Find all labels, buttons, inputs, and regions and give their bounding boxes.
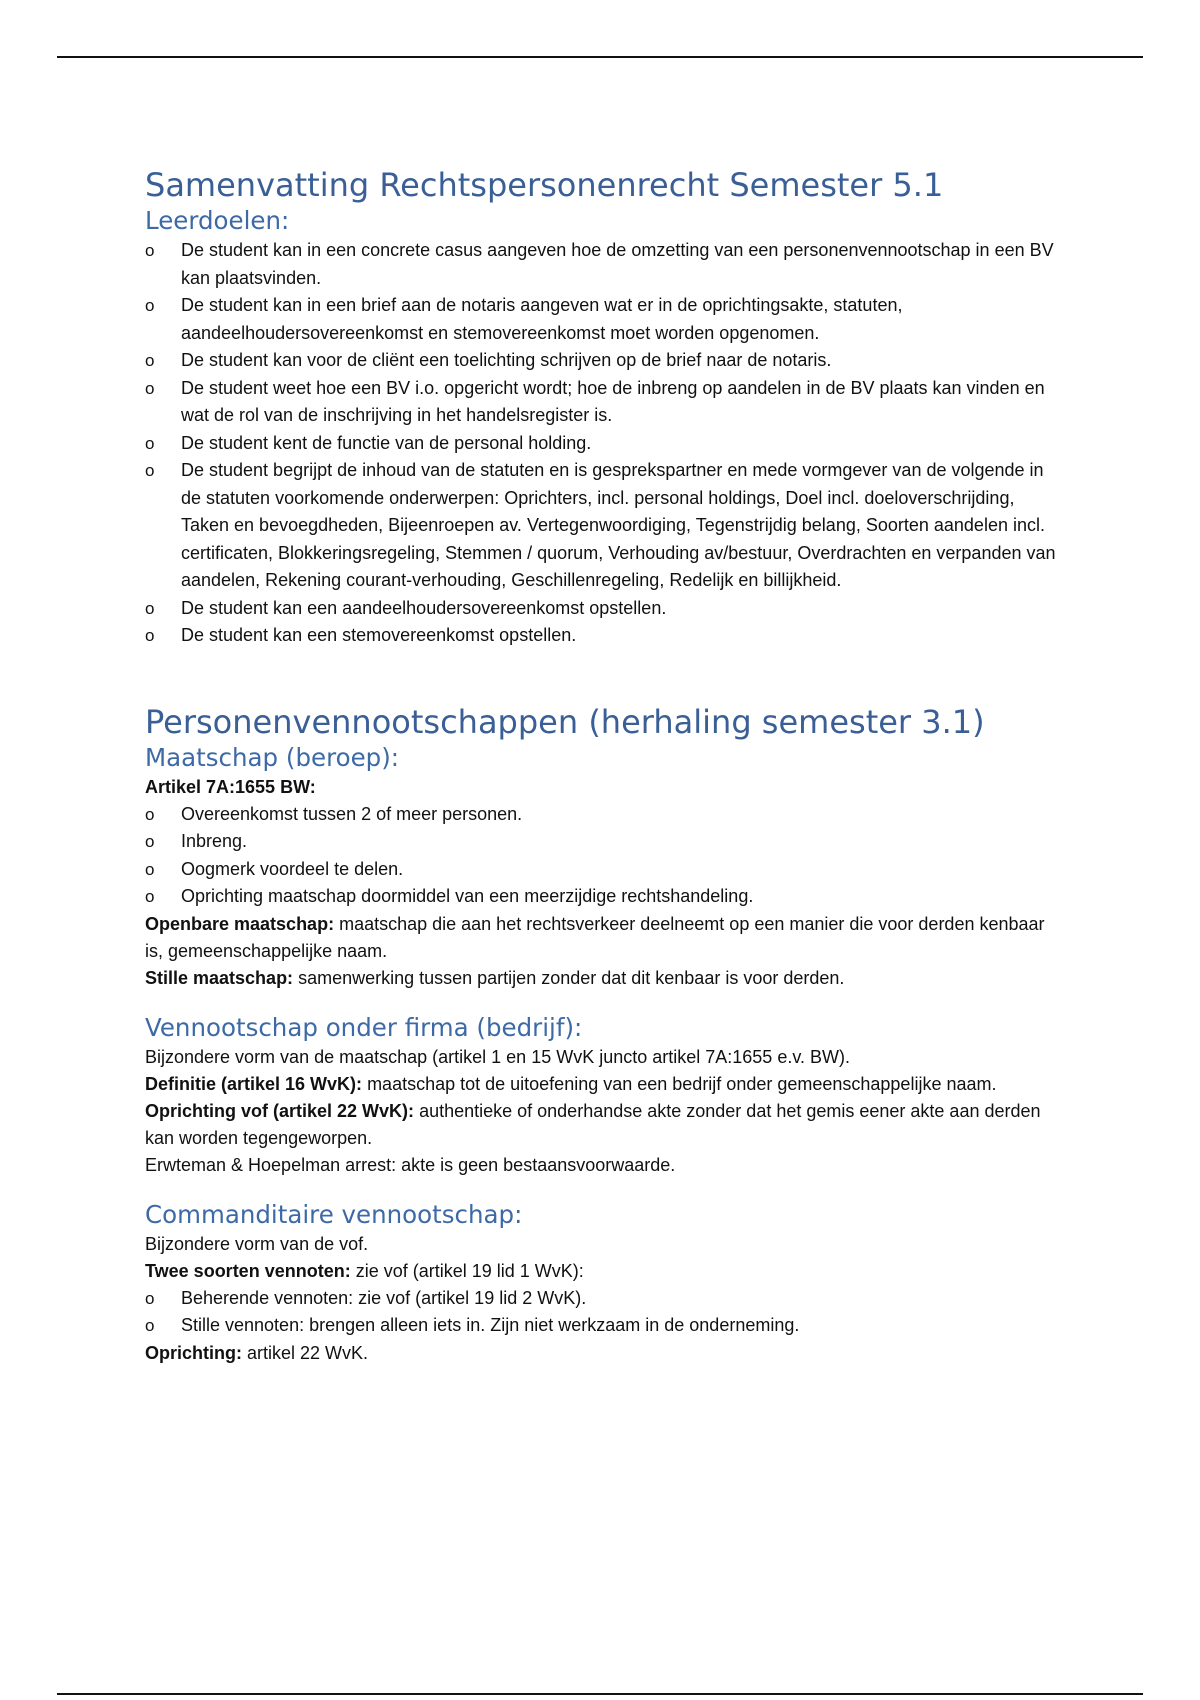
document-body [145,165,1060,1367]
leerdoelen-heading: Leerdoelen: [145,206,290,235]
vof-definitie-paragraph: Definitie (artikel 16 WvK): maatschap tot de uitoefening van een bedrijf onder gemeenschappelijke naam. [145,1073,997,1094]
list-item: o De student kent de functie van de personal holding. [145,430,1060,458]
list-item: o Beherende vennoten: zie vof (artikel 19 lid 2 WvK). [145,1285,1060,1313]
list-item: o De student kan een stemovereenkomst opstellen. [145,622,1060,650]
bullet-icon: o [145,351,155,370]
list-item: o De student weet hoe een BV i.o. opgericht wordt; hoe de inbreng op aandelen in de BV plaats kan vinden en wat de rol van de inschrijving in het handelsregister is. [145,375,1060,430]
list-item: o Overeenkomst tussen 2 of meer personen. [145,801,1060,829]
list-item: o De student kan in een concrete casus aangeven hoe de omzetting van een personenvennootschap in een BV kan plaatsvinden. [145,237,1060,292]
bullet-icon: o [145,832,155,851]
section-title-personenvennootschappen: Personenvennootschappen (herhaling semester 3.1) [145,702,985,741]
bullet-icon: o [145,1316,155,1335]
vof-oprichting-paragraph: Oprichting vof (artikel 22 WvK): authentieke of onderhandse akte zonder dat het gemis eener akte aan derden kan worden tegengeworpen. [145,1100,1041,1148]
maatschap-list [145,801,1060,911]
bullet-icon: o [145,598,155,618]
page-top-rule [57,56,1143,58]
cv-heading: Commanditaire vennootschap: [145,1199,523,1229]
openbare-maatschap-paragraph: Openbare maatschap: maatschap die aan het rechtsverkeer deelneemt op een manier die voor derden kenbaar is, gemeenschappelijke naam. [145,913,1045,961]
list-item: o De student begrijpt de inhoud van de statuten en is gesprekspartner en mede vormgever van de volgende in de statuten voorkomende onderwerpen: Oprichters, incl. personal holdings, Doel incl. doeloverschrijding, Taken en bevoegdheden, Bijeenroepen av. Vertegenwoordiging, Tegenstrijdig belang, Soorten aandelen incl. certificaten, Blokkeringsregeling, Stemmen / quorum, Verhouding av/bestuur, Overdrachten en verpanden van aandelen, Rekening courant-verhouding, Geschillenregeling, Redelijk en billijkheid. [145,457,1060,595]
bullet-icon: o [145,626,155,645]
bullet-icon: o [145,804,155,824]
maatschap-artikel: Artikel 7A:1655 BW: [145,776,316,797]
vof-arrest-paragraph: Erwteman & Hoepelman arrest: akte is geen bestaansvoorwaarde. [145,1154,676,1175]
cv-intro: Bijzondere vorm van de vof. [145,1233,369,1254]
vof-heading: Vennootschap onder firma (bedrijf): [145,1012,583,1042]
page-title: Samenvatting Rechtspersonenrecht Semester 5.1 [145,166,944,204]
list-item: o De student kan voor de cliënt een toelichting schrijven op de brief naar de notaris. [145,347,1060,375]
bullet-icon: o [145,378,155,398]
page-bottom-rule [57,1693,1143,1695]
vof-intro: Bijzondere vorm van de maatschap (artikel 1 en 15 WvK juncto artikel 7A:1655 e.v. BW). [145,1046,850,1067]
bullet-icon: o [145,859,155,879]
list-item: o Oprichting maatschap doormiddel van een meerzijdige rechtshandeling. [145,883,1060,911]
bullet-icon: o [145,296,155,315]
bullet-icon: o [145,241,155,260]
leerdoelen-list [145,237,1060,650]
maatschap-heading: Maatschap (beroep): [145,742,400,772]
bullet-icon: o [145,461,155,480]
cv-soorten-paragraph: Twee soorten vennoten: zie vof (artikel 19 lid 1 WvK): [145,1260,584,1281]
cv-oprichting-paragraph: Oprichting: artikel 22 WvK. [145,1342,369,1363]
list-item: o Inbreng. [145,828,1060,856]
cv-list [145,1285,1060,1340]
bullet-icon: o [145,1288,155,1308]
list-item: o Stille vennoten: brengen alleen iets in. Zijn niet werkzaam in de onderneming. [145,1312,1060,1340]
bullet-icon: o [145,433,155,453]
bullet-icon: o [145,887,155,906]
list-item: o De student kan een aandeelhoudersovereenkomst opstellen. [145,595,1060,623]
list-item: o De student kan in een brief aan de notaris aangeven wat er in de oprichtingsakte, statuten, aandeelhoudersovereenkomst en stemovereenkomst moet worden opgenomen. [145,292,1060,347]
stille-maatschap-paragraph: Stille maatschap: samenwerking tussen partijen zonder dat dit kenbaar is voor derden. [145,967,845,988]
list-item: o Oogmerk voordeel te delen. [145,856,1060,884]
